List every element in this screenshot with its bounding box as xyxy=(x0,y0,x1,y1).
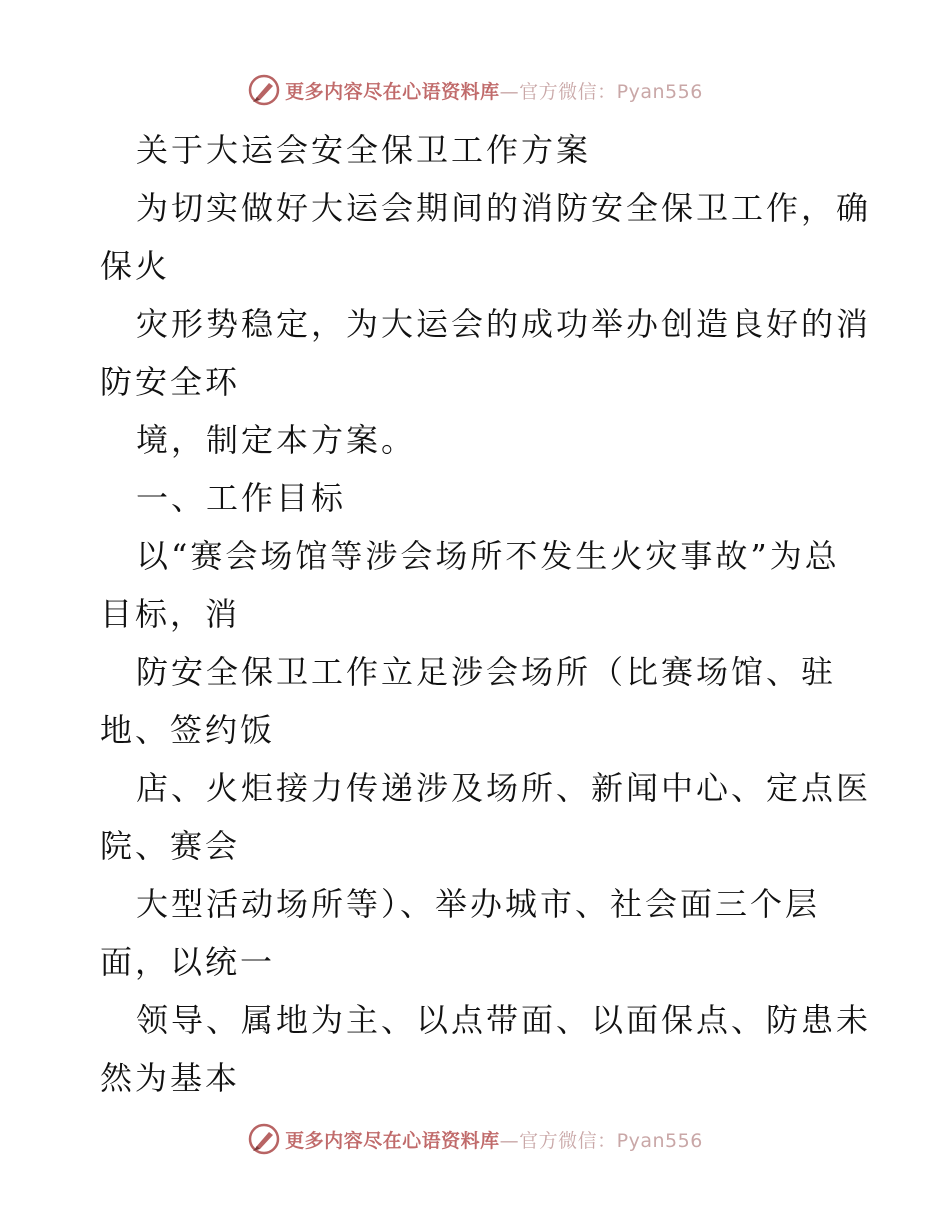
pen-logo-icon xyxy=(247,73,281,107)
text-line: 保火 xyxy=(100,247,171,285)
text-line: 店、火炬接力传递涉及场所、新闻中心、定点医 xyxy=(136,769,872,807)
watermark-text: 更多内容尽在心语资料库—官方微信：Pyan556 xyxy=(285,1129,703,1152)
text-line: 领导、属地为主、以点带面、以面保点、防患未 xyxy=(136,1001,872,1039)
text-line: 目标，消 xyxy=(100,595,241,633)
watermark-text: 更多内容尽在心语资料库—官方微信：Pyan556 xyxy=(285,80,703,103)
text-line: 以“赛会场馆等涉会场所不发生火灾事故”为总 xyxy=(136,537,840,575)
document-body xyxy=(100,121,872,1107)
text-line: 防安全保卫工作立足涉会场所（比赛场馆、驻 xyxy=(136,653,837,691)
text-line: 大型活动场所等）、举办城市、社会面三个层 xyxy=(136,885,821,923)
text-line: 院、赛会 xyxy=(100,827,241,865)
text-line: 地、签约饭 xyxy=(100,711,276,749)
text-line: 灾形势稳定，为大运会的成功举办创造良好的消 xyxy=(136,305,872,343)
text-line: 境，制定本方案。 xyxy=(136,421,417,459)
footer-watermark xyxy=(0,1117,950,1161)
text-line: 一、工作目标 xyxy=(136,479,347,517)
text-line: 然为基本 xyxy=(100,1059,241,1097)
document-title: 关于大运会安全保卫工作方案 xyxy=(136,131,592,169)
pen-logo-icon xyxy=(247,1122,281,1156)
paragraph-lines xyxy=(100,179,872,1107)
text-line: 防安全环 xyxy=(100,363,241,401)
text-line: 面，以统一 xyxy=(100,943,276,981)
header-watermark xyxy=(0,68,950,112)
text-line: 为切实做好大运会期间的消防安全保卫工作，确 xyxy=(136,189,872,227)
